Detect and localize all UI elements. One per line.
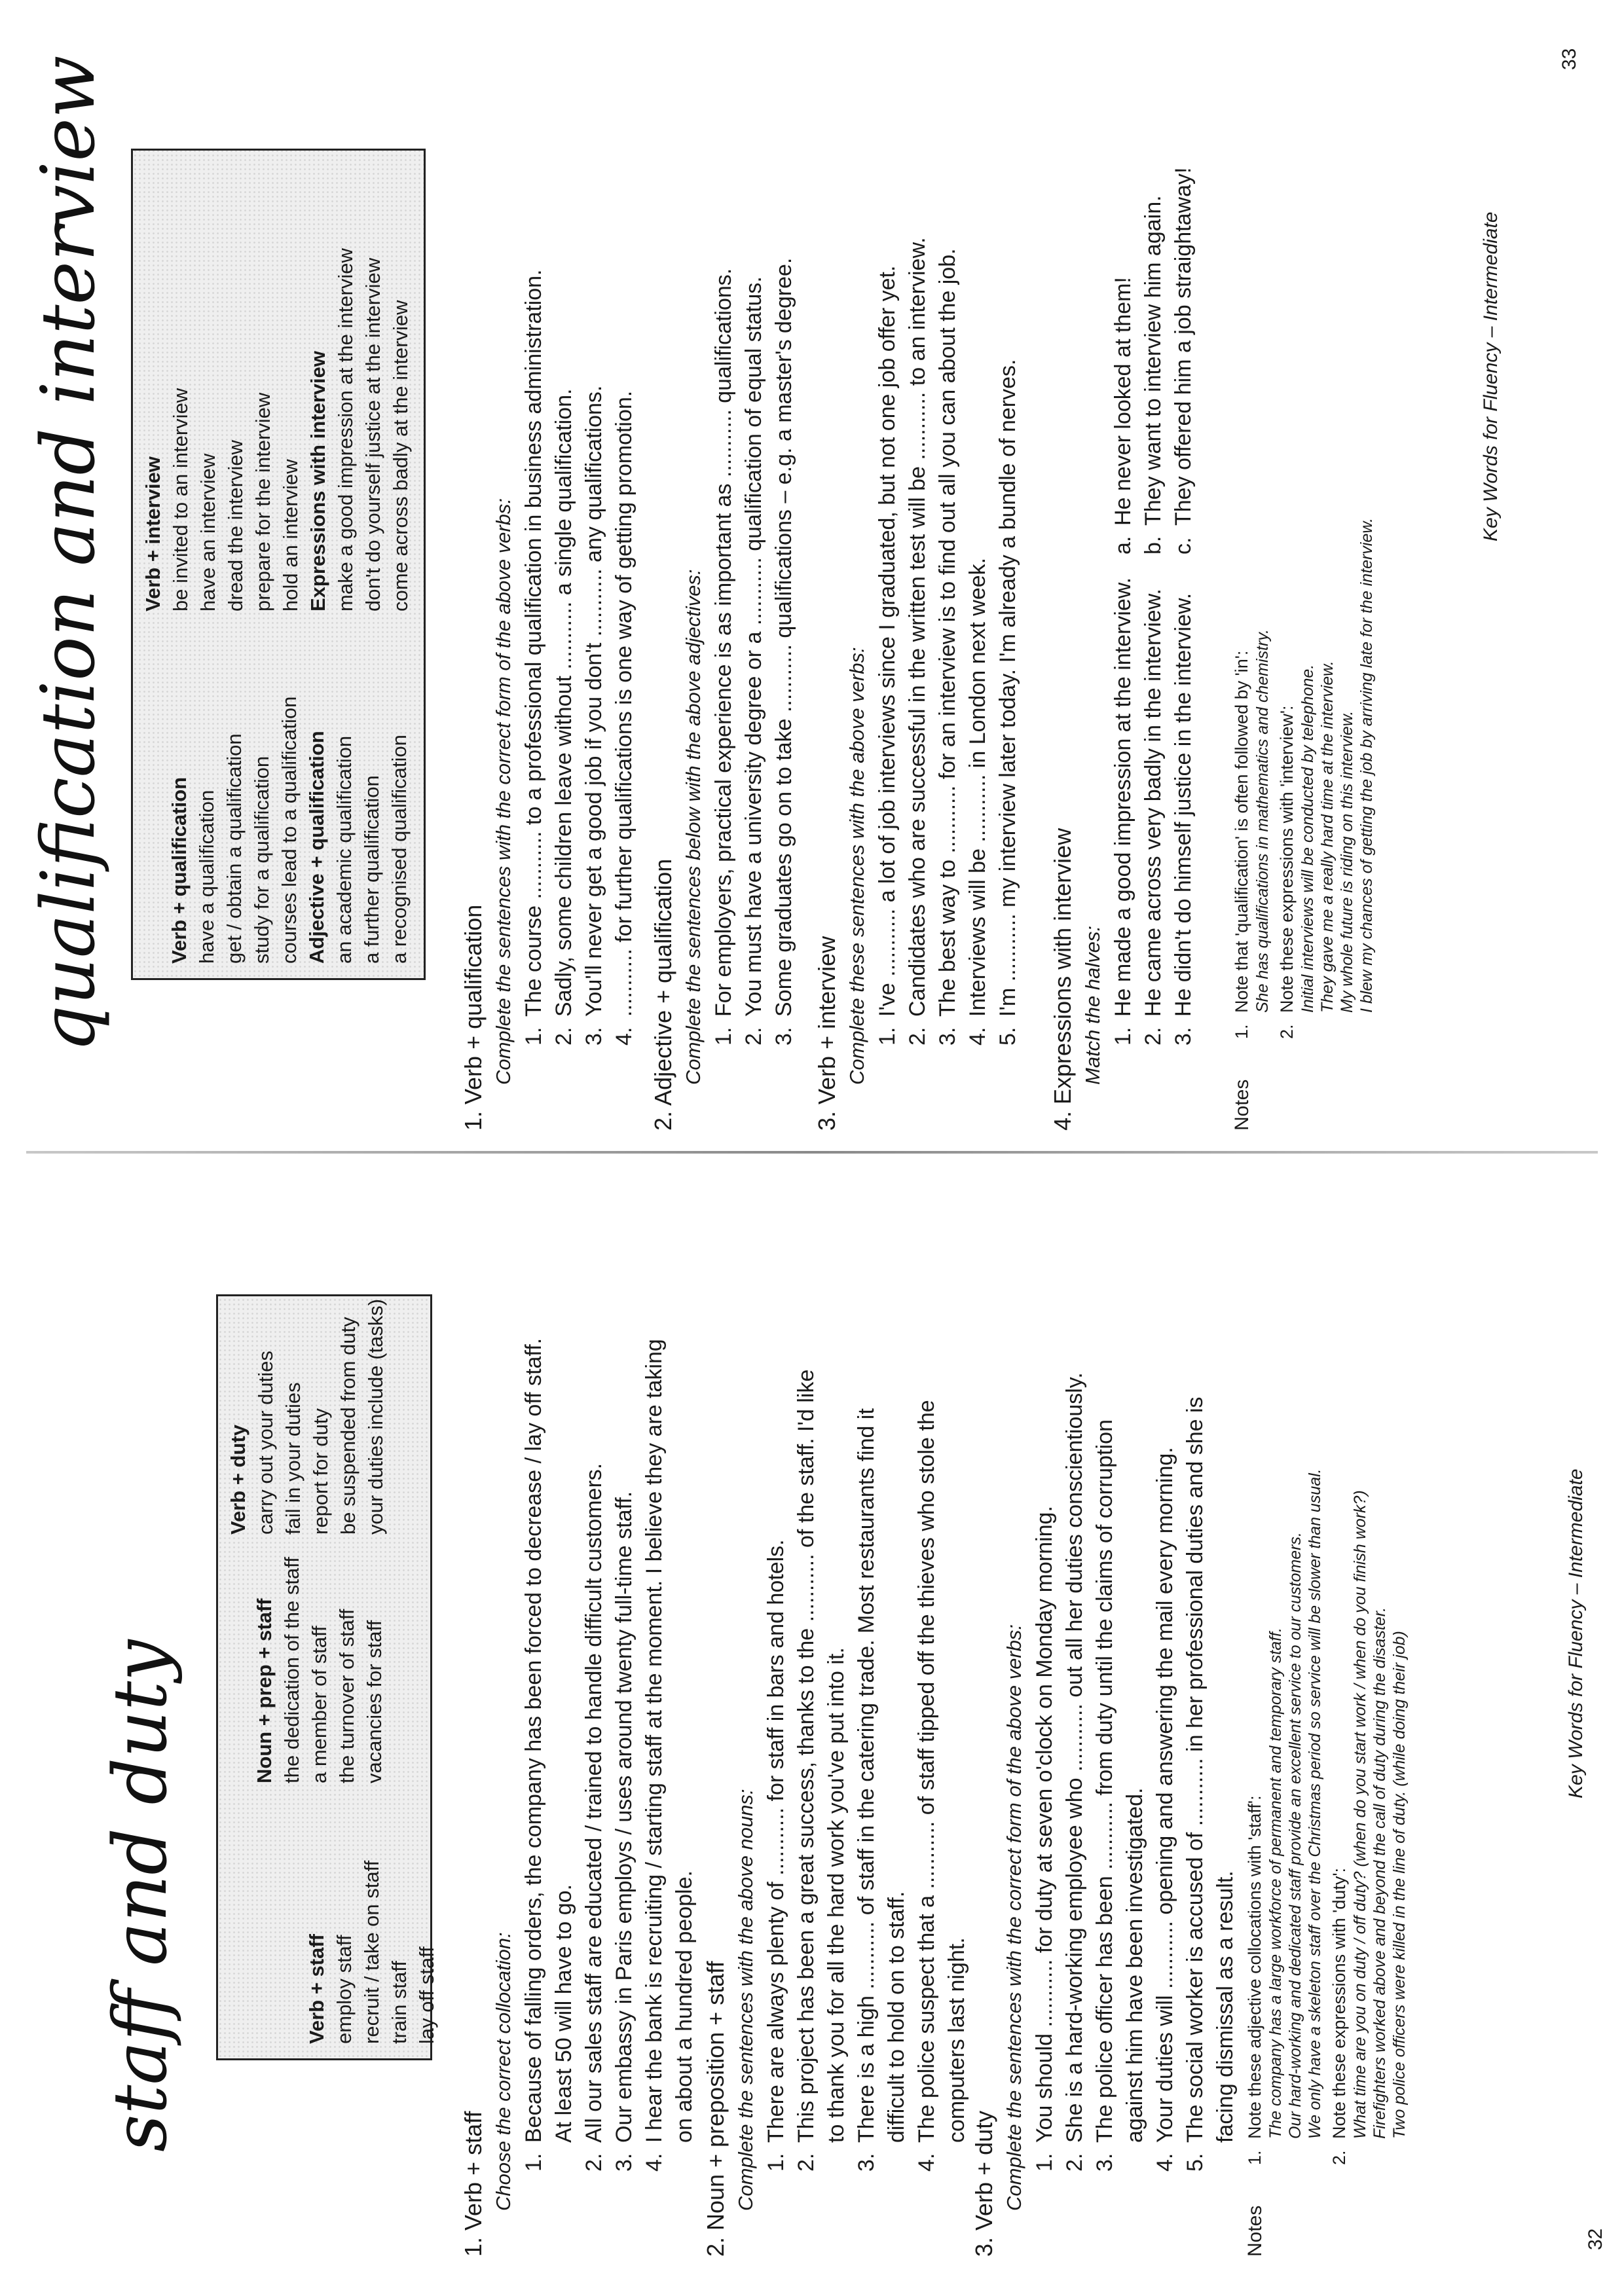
item-number: 5. [1183,2153,1208,2172]
collocation: recruit / take on staff [360,1860,383,2044]
item-text: ........... for further qualifications is one way of getting promotion. [612,390,637,1017]
collocation: get / obtain a qualification [223,733,246,964]
section-title: 4. Expressions with interview [1049,828,1076,1131]
item-text: At least 50 will have to go. [551,1884,576,2143]
match-right-column [1108,18,1198,555]
column-heading: Verb + interview [141,456,164,611]
item-number: 2. [1141,1027,1166,1046]
exercise-item [639,1176,669,2172]
exercise-item [1120,1176,1150,2172]
note-example: Our hard-working and dedicated staff provide an excellent service to our customers. [1286,1532,1304,2139]
item-text: There are always plenty of ........... for staff in bars and hotels. [764,1539,788,2143]
note-example: Initial interviews will be conducted by telephone. [1299,664,1317,1013]
item-text: Your duties will ........... opening and answering the mail every morning. [1153,1447,1177,2143]
note-text: Note these expressions with 'duty': [1329,1867,1349,2139]
item-number [549,2143,579,2172]
exercise-item [1180,1176,1210,2172]
item-number: 2. [794,2153,819,2172]
item-text: Our embassy in Paris employs / uses around twenty full-time staff. [612,1491,637,2143]
exercise-item [1210,1176,1240,2172]
note-text: Note that 'qualification' is often followed by 'in': [1232,650,1251,1013]
note-text: Note these adjective collocations with 'staff': [1245,1795,1264,2139]
exercise-item [902,18,932,1046]
exercise-item [1029,1176,1060,2172]
item-number: 3. [612,2153,637,2172]
exercise-item [761,1176,791,2172]
section-title: 2. Adjective + qualification [650,858,676,1131]
item-number: 2. [551,1027,576,1046]
exercise-item [963,18,993,1046]
item-letter: b. [1141,536,1166,555]
item-number: 2. [905,1027,930,1046]
section-title: 1. Verb + qualification [460,904,487,1131]
item-number: 4. [914,2153,939,2172]
section-title: 3. Verb + interview [813,936,840,1131]
item-number [1120,2143,1150,2172]
item-text: You should ........... for duty at seven o'clock on Monday morning. [1032,1506,1057,2143]
right-page [0,5,1624,1144]
collocation: the dedication of the staff [280,1557,303,1783]
item-text: difficult to hold on to staff. [884,1891,909,2143]
item-text: Interviews will be ........... in London next week. [965,557,990,1017]
exercise-item [769,18,799,1046]
item-text: You'll never get a good job if you don't ........... any qualifications. [581,385,606,1017]
item-text: There is a high ........... of staff in the catering trade. Most restaurants find it [854,1408,879,2143]
collocation: prepare for the interview [251,392,274,611]
collocation: courses lead to a qualification [278,696,301,964]
page-title: staff and duty [98,1639,183,2152]
item-number: 2. [581,2153,606,2172]
item-text: He made a good impression at the interview. [1111,577,1135,1017]
collocation: your duties include (tasks) [364,1298,387,1535]
item-number: 4. [1153,2153,1177,2172]
item-text: They want to interview him again. [1141,195,1166,526]
collocation: be suspended from duty [337,1317,360,1535]
collocation: hold an interview [279,459,302,611]
item-text: Some graduates go on to take ........... qualifications – e.g. a master's degree. [771,257,796,1017]
item-number: 2. [741,1027,766,1046]
exercise-expressions-interview [1048,18,1198,1131]
note-number: 2. [1277,1024,1297,1039]
page-title: qualification and interview [26,55,111,1052]
item-number: 1. [521,2153,546,2172]
item-text: The social worker is accused of ........... in her professional duties and she is [1183,1396,1208,2143]
collocation-box [131,149,426,980]
note [1329,1176,1409,2165]
item-number: 1. [521,1027,546,1046]
page-gutter [26,1151,1598,1154]
note-text: Note these expressions with 'interview': [1277,705,1297,1013]
item-letter: a. [1111,536,1135,555]
matching-exercise [1108,18,1198,1046]
exercise-item [709,18,739,1046]
collocation: fail in your duties [282,1382,304,1535]
exercise-item [739,18,769,1046]
instruction: Match the halves: [1081,926,1104,1085]
exercise-item [549,18,579,1046]
item-number [881,2143,912,2172]
item-text: He came across very badly in the interview. [1141,589,1166,1017]
item-text: This project has been a great success, thanks to the ........... of the staff. I'd like [794,1369,819,2143]
item-text: He didn't do himself justice in the interview. [1171,592,1196,1017]
note-example: What time are you on duty / off duty? (when do you start work / when do you finish work?) [1351,1490,1369,2139]
collocation: a recognised qualification [388,735,411,964]
box-column-interview [139,248,415,611]
instruction: Complete the sentences with the correct form of the above verbs: [492,498,515,1085]
exercise-verb-duty [969,1176,1240,2257]
box-column-verb-duty [225,1299,390,1535]
exercise-item [993,18,1023,1046]
collocation: report for duty [309,1408,332,1535]
item-number: 2. [1062,2153,1087,2172]
collocation: be invited to an interview [169,388,192,611]
instruction: Complete these sentences with the above verbs: [845,647,868,1085]
instruction: Complete the sentences with the correct form of the above verbs: [1003,1624,1025,2211]
note-number: 1. [1232,1024,1251,1039]
item-text: facing dismissal as a result. [1213,1870,1238,2143]
item-text: on about a hundred people. [672,1870,697,2143]
item-number: 3. [581,1027,606,1046]
item-number [1210,2143,1240,2172]
item-text: to thank you for all the hard work you've put into it. [824,1647,849,2143]
exercise-item [912,1176,942,2172]
match-item[interactable] [1168,18,1198,555]
item-text: I've ........... a lot of job interviews since I graduated, but not one job offer yet. [875,265,900,1017]
exercise-verb-interview [812,18,1023,1131]
box-column-qualification [166,697,413,964]
note-example: Firefighters worked above and beyond the call of duty during the disaster. [1371,1607,1389,2139]
exercise-item [942,1176,972,2172]
item-number: 4. [642,2153,667,2172]
collocation: don't do yourself justice at the interview [361,257,384,611]
item-number [942,2143,972,2172]
item-text: Candidates who are successful in the written test will be ........... to an interview. [905,237,930,1017]
exercise-item [609,18,639,1046]
item-number: 4. [965,1027,990,1046]
exercise-item [549,1176,579,2172]
item-number: 1. [1032,2153,1057,2172]
item-number: 1. [875,1027,900,1046]
exercise-item [1090,1176,1120,2172]
note [1244,1176,1325,2165]
section-title: 3. Verb + duty [970,2110,997,2257]
item-text: I'm ........... my interview later today. I'm already a bundle of nerves. [995,359,1020,1017]
page-footer: Key Words for Fluency – Intermediate [1565,1468,1587,1798]
note [1231,18,1272,1039]
note-example: We only have a skeleton staff over the Christmas period so service will be slower than usual. [1306,1468,1324,2139]
left-page [0,1157,1624,2296]
collocation: carry out your duties [254,1351,277,1535]
item-text: All our sales staff are educated / trained to handle difficult customers. [581,1463,606,2143]
exercise-item [872,18,902,1046]
item-letter: c. [1171,537,1196,555]
match-item[interactable] [1138,555,1168,1046]
collocation: study for a qualification [250,756,273,964]
item-text: You must have a university degree or a ........... qualification of equal status. [741,276,766,1017]
exercise-item [821,1176,851,2172]
exercise-verb-qualification [458,18,639,1131]
page-footer: Key Words for Fluency – Intermediate [1480,211,1502,541]
item-text: The police suspect that a ........... of staff tipped off the thieves who stole the [914,1400,939,2143]
collocation: employ staff [333,1935,356,2044]
item-number: 3. [1092,2153,1117,2172]
match-item[interactable] [1108,555,1138,1046]
exercise-item [579,1176,609,2172]
exercise-item [1060,1176,1090,2172]
exercise-verb-staff [458,1176,699,2257]
instruction: Choose the correct collocation: [492,1932,515,2211]
note-number: 1. [1245,2150,1264,2165]
collocation: dread the interview [224,440,247,611]
item-number: 3. [854,2153,879,2172]
item-number: 3. [935,1027,960,1046]
item-text: Because of falling orders, the company has been forced to decrease / lay off staff. [521,1338,546,2143]
collocation: a member of staff [308,1626,331,1783]
instruction: Complete the sentences below with the above adjectives: [682,569,705,1085]
page-number: 33 [1559,48,1580,70]
instruction: Complete the sentences with the above nouns: [734,1789,757,2211]
exercise-item [1150,1176,1180,2172]
note-example: I blew my chances of getting the job by arriving late for the interview. [1357,518,1376,1013]
item-number: 1. [764,2153,788,2172]
exercise-item [519,18,549,1046]
exercise-item [669,1176,699,2172]
item-number: 3. [771,1027,796,1046]
collocation-box [216,1294,438,2060]
item-number: 1. [1111,1027,1135,1046]
exercise-item [932,18,963,1046]
note-number: 2. [1329,2150,1349,2165]
item-text: He never looked at them! [1111,277,1135,526]
item-number [821,2143,851,2172]
collocation: have a qualification [195,790,218,964]
item-number: 3. [1171,1027,1196,1046]
collocation: come across badly at the interview [389,300,412,611]
item-number: 5. [995,1027,1020,1046]
match-item[interactable] [1168,555,1198,1046]
item-text: Sadly, some children leave without ........... a single qualification. [551,388,576,1017]
exercise-item [609,1176,639,2172]
item-text: The course ........... to a professional qualification in business administration. [521,269,546,1017]
exercise-noun-preposition-staff [701,1176,972,2257]
item-number [669,2143,699,2172]
item-text: She is a hard-working employee who ........... out all her duties conscientiously. [1062,1372,1087,2143]
page-number: 32 [1585,2228,1606,2250]
item-text: I hear the bank is recruiting / starting staff at the moment. I believe they are taking [642,1339,667,2143]
exercise-item [519,1176,549,2172]
column-heading: Verb + staff [305,1934,328,2044]
note-example: They gave me a really hard time at the interview. [1318,661,1337,1013]
column-heading: Noun + prep + staff [253,1598,276,1783]
item-number: 1. [711,1027,736,1046]
note [1276,18,1376,1039]
collocation: a further qualification [360,775,383,964]
collocation: lay off staff [415,1946,438,2044]
match-item[interactable] [1108,18,1138,555]
section-title: 2. Noun + preposition + staff [702,1961,729,2257]
notes-label: Notes [1231,1079,1253,1131]
collocation: make a good impression at the interview [334,248,357,611]
exercise-item [881,1176,912,2172]
column-heading: Verb + qualification [168,776,191,964]
notes-block [1244,1176,1413,2257]
collocation: vacancies for staff [363,1620,386,1783]
item-number: 4. [612,1027,637,1046]
item-text: computers last night. [944,1937,969,2143]
section-title: 1. Verb + staff [460,2111,487,2257]
item-text: The best way to ........... for an interview is to find out all you can about the job. [935,248,960,1017]
item-text: For employers, practical experience is as important as ........... qualifications. [711,268,736,1017]
exercise-item [791,1176,821,2172]
box-column-verb-staff [303,1861,441,2044]
exercise-item [579,18,609,1046]
match-item[interactable] [1138,18,1168,555]
notes-label: Notes [1244,2205,1266,2257]
collocation: train staff [388,1961,411,2044]
column-heading: Verb + duty [227,1425,249,1535]
exercise-adjective-qualification [648,18,799,1131]
item-text: against him have been investigated. [1122,1787,1147,2143]
note-example: Two police officers were killed in the line of duty. (while doing their job) [1390,1631,1409,2139]
notes-block [1231,18,1380,1131]
collocation: have an interview [196,453,219,611]
note-example: The company has a large workforce of permanent and temporary staff. [1266,1628,1285,2139]
column-heading: Expressions with interview [306,351,329,611]
item-text: They offered him a job straightaway! [1171,167,1196,526]
match-left-column [1108,555,1198,1046]
item-text: The police officer has been ........... from duty until the claims of corruption [1092,1419,1117,2143]
collocation: an academic qualification [333,735,356,964]
collocation: the turnover of staff [335,1609,358,1783]
note-example: My whole future is riding on this interview. [1338,710,1356,1013]
box-column-noun-prep-staff [251,1557,388,1783]
exercise-item [851,1176,881,2172]
note-example: She has qualifications in mathematics and chemistry. [1253,629,1272,1013]
column-heading: Adjective + qualification [305,731,328,964]
